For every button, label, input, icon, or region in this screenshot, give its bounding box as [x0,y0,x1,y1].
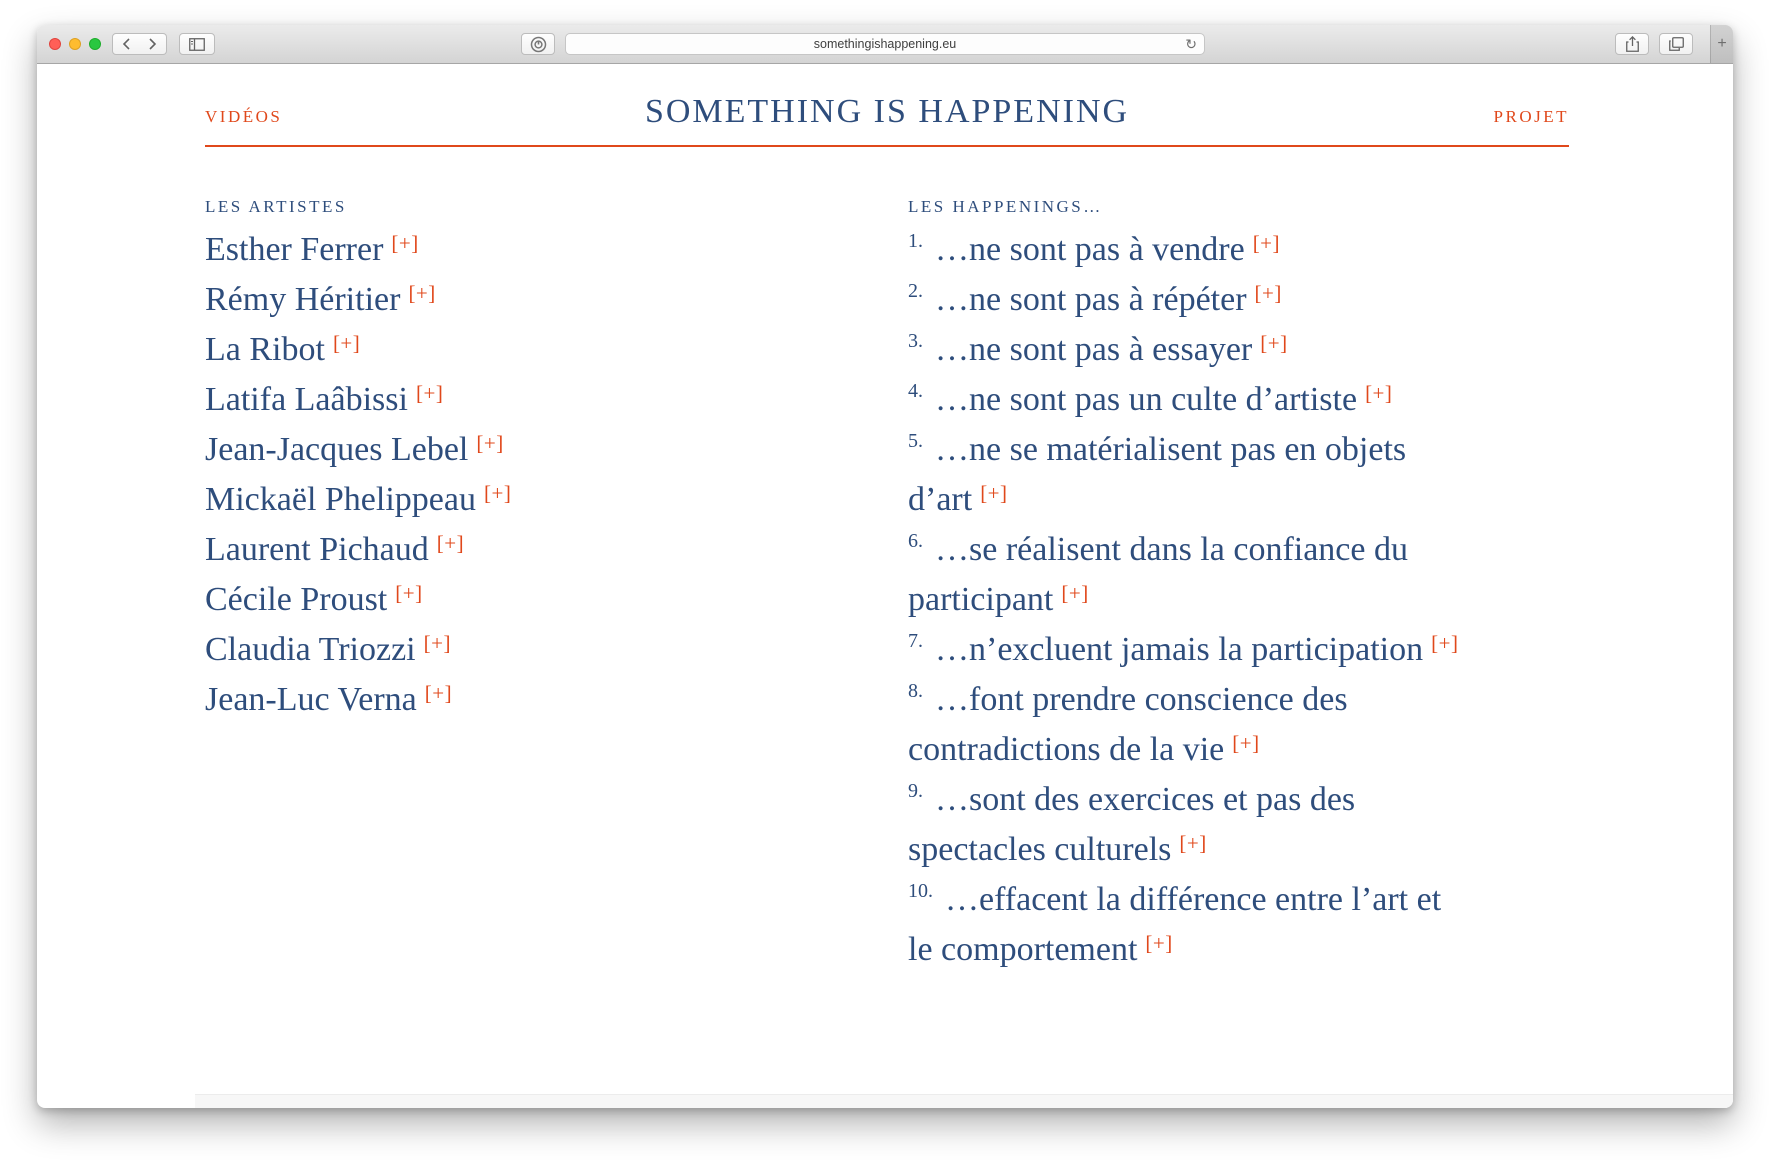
artist-item [205,425,908,475]
happening-item [908,675,1473,775]
artist-item [205,275,908,325]
artist-item [205,575,908,625]
footer-divider [195,1094,1733,1108]
artists-column [205,197,908,975]
happening-number: 4. [908,380,923,402]
zoom-window-button[interactable] [89,38,101,50]
sidebar-icon [189,38,205,51]
reload-icon: ↻ [1185,35,1197,52]
site-title[interactable]: SOMETHING IS HAPPENING [644,93,1130,130]
expand-plus-link[interactable]: [+] [423,631,451,655]
header-divider [205,145,1569,147]
happening-number: 3. [908,330,923,352]
artist-name-link[interactable]: Claudia Triozzi [205,631,416,668]
expand-plus-link[interactable]: [+] [980,481,1008,505]
happening-number: 1. [908,230,923,252]
expand-plus-link[interactable]: [+] [1179,831,1207,855]
nav-link-videos[interactable]: VIDÉOS [205,107,283,126]
artist-name-link[interactable]: Esther Ferrer [205,231,384,268]
happening-item [908,875,1473,975]
artists-heading: LES ARTISTES [205,197,347,216]
happening-text: …sont des exercices et pas des spectacles culturels [908,781,1356,868]
happenings-column [908,197,1473,975]
plus-icon: + [1717,35,1727,52]
artist-item [205,525,908,575]
forward-button[interactable] [139,33,167,55]
expand-plus-link[interactable]: [+] [436,531,465,555]
expand-plus-link[interactable]: [+] [332,331,361,355]
chevron-right-icon [148,38,157,50]
happening-item [908,425,1473,525]
new-tab-button[interactable] [1710,25,1733,63]
artist-item [205,375,908,425]
artist-item [205,475,908,525]
artist-name-link[interactable]: Jean-Luc Verna [205,681,417,718]
artist-name-link[interactable]: Latifa Laâbissi [205,381,408,418]
chevron-left-icon [122,38,131,50]
two-column-layout [205,197,1569,975]
happening-text: …effacent la différence entre l’art et le comportement [908,881,1442,968]
expand-plus-link[interactable]: [+] [476,431,504,455]
happening-text: …ne sont pas à vendre [935,231,1245,268]
url-field[interactable] [566,34,1204,54]
happening-item [908,775,1473,875]
close-window-button[interactable] [49,38,61,50]
tabs-icon [1669,37,1684,51]
happening-item [908,375,1473,425]
happening-text: …ne sont pas un culte d’artiste [935,381,1358,418]
happening-number: 9. [908,780,923,802]
happening-item [908,275,1473,325]
happenings-heading: LES HAPPENINGS… [908,197,1103,216]
expand-plus-link[interactable]: [+] [483,481,512,505]
happening-text: …se réalisent dans la confiance du participant [908,531,1408,618]
sidebar-toggle-button[interactable] [179,33,215,55]
happening-text: …n’excluent jamais la participation [935,631,1424,668]
artist-item [205,325,908,375]
expand-plus-link[interactable]: [+] [1260,331,1288,355]
expand-plus-link[interactable]: [+] [1252,231,1281,255]
artist-name-link[interactable]: Laurent Pichaud [205,531,429,568]
happening-item [908,325,1473,375]
happening-number: 2. [908,280,923,302]
share-button[interactable] [1615,33,1649,55]
artist-item [205,625,908,675]
happening-item [908,525,1473,625]
artist-name-link[interactable]: Cécile Proust [205,581,388,618]
happening-text: …ne sont pas à répéter [935,281,1247,318]
password-manager-button[interactable] [521,33,555,55]
share-icon [1626,36,1639,52]
expand-plus-link[interactable]: [+] [408,281,436,305]
password-manager-icon [530,36,547,53]
happening-number: 10. [908,880,933,902]
artist-name-link[interactable]: La Ribot [205,331,325,368]
expand-plus-link[interactable]: [+] [415,381,444,405]
address-bar[interactable] [565,33,1205,55]
happening-text: …ne se matérialisent pas en objets d’art [908,431,1407,518]
happening-item [908,625,1473,675]
happening-number: 8. [908,680,923,702]
expand-plus-link[interactable]: [+] [391,231,419,255]
happening-text: …ne sont pas à essayer [935,331,1253,368]
expand-plus-link[interactable]: [+] [1232,731,1260,755]
happening-number: 6. [908,530,923,552]
site-header [205,94,1569,145]
happening-item [908,225,1473,275]
happening-number: 5. [908,430,923,452]
artist-item [205,675,908,725]
browser-window [37,25,1733,1108]
expand-plus-link[interactable]: [+] [1365,381,1393,405]
page-content [37,94,1733,1108]
minimize-window-button[interactable] [69,38,81,50]
nav-link-projet[interactable]: PROJET [1493,107,1569,126]
happening-number: 7. [908,630,923,652]
artist-name-link[interactable]: Mickaël Phelippeau [205,481,476,518]
expand-plus-link[interactable]: [+] [1145,931,1173,955]
traffic-lights [49,38,101,50]
expand-plus-link[interactable]: [+] [1254,281,1282,305]
reload-button[interactable] [1185,34,1197,54]
back-button[interactable] [112,33,140,55]
expand-plus-link[interactable]: [+] [424,681,453,705]
happening-text: …font prendre conscience des contradictions de la vie [908,681,1348,768]
expand-plus-link[interactable]: [+] [1431,631,1459,655]
show-all-tabs-button[interactable] [1659,33,1693,55]
artist-name-link[interactable]: Jean-Jacques Lebel [205,431,469,468]
artist-item [205,225,908,275]
artist-name-link[interactable]: Rémy Héritier [205,281,401,318]
expand-plus-link[interactable]: [+] [395,581,423,605]
browser-toolbar [37,25,1733,64]
expand-plus-link[interactable]: [+] [1061,581,1089,605]
